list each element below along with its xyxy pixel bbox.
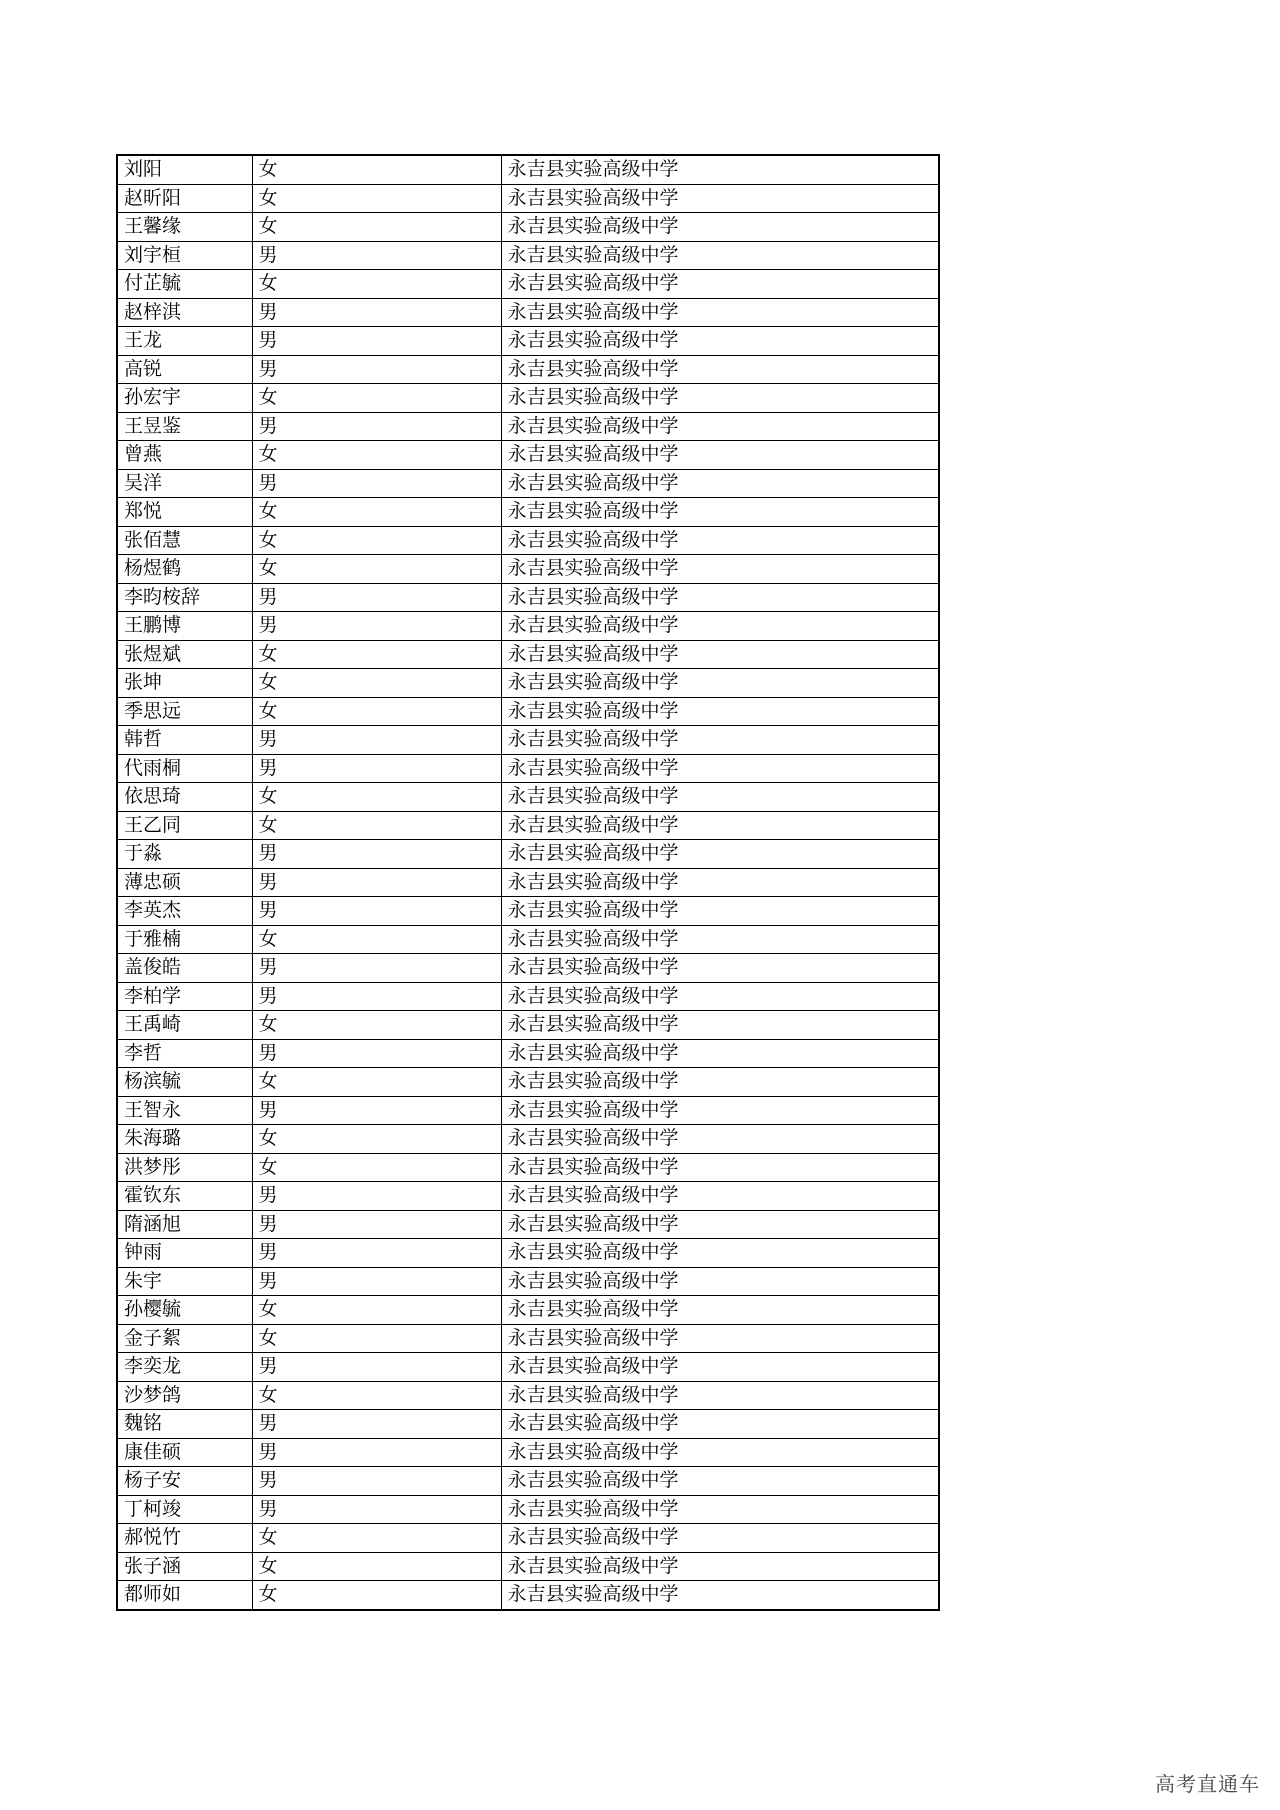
student-name-cell: 薄忠硕 xyxy=(117,868,252,897)
table-row xyxy=(117,498,939,527)
student-name-cell: 杨煜鹤 xyxy=(117,555,252,584)
table-row xyxy=(117,669,939,698)
table-row xyxy=(117,441,939,470)
school-cell: 永吉县实验高级中学 xyxy=(501,1410,939,1439)
gender-cell: 女 xyxy=(252,555,501,584)
table-row xyxy=(117,555,939,584)
student-name-cell: 高锐 xyxy=(117,355,252,384)
student-name-cell: 郑悦 xyxy=(117,498,252,527)
student-roster-table xyxy=(116,154,940,1611)
table-row xyxy=(117,1182,939,1211)
school-cell: 永吉县实验高级中学 xyxy=(501,840,939,869)
school-cell: 永吉县实验高级中学 xyxy=(501,155,939,184)
student-name-cell: 王鹏博 xyxy=(117,612,252,641)
school-cell: 永吉县实验高级中学 xyxy=(501,612,939,641)
gender-cell: 女 xyxy=(252,811,501,840)
gender-cell: 男 xyxy=(252,1353,501,1382)
table-row xyxy=(117,1068,939,1097)
table-row xyxy=(117,583,939,612)
school-cell: 永吉县实验高级中学 xyxy=(501,897,939,926)
school-cell: 永吉县实验高级中学 xyxy=(501,526,939,555)
gender-cell: 女 xyxy=(252,697,501,726)
school-cell: 永吉县实验高级中学 xyxy=(501,1153,939,1182)
gender-cell: 女 xyxy=(252,1296,501,1325)
school-cell: 永吉县实验高级中学 xyxy=(501,640,939,669)
student-name-cell: 钟雨 xyxy=(117,1239,252,1268)
school-cell: 永吉县实验高级中学 xyxy=(501,412,939,441)
school-cell: 永吉县实验高级中学 xyxy=(501,469,939,498)
school-cell: 永吉县实验高级中学 xyxy=(501,783,939,812)
student-name-cell: 于淼 xyxy=(117,840,252,869)
school-cell: 永吉县实验高级中学 xyxy=(501,726,939,755)
table-row xyxy=(117,1125,939,1154)
gender-cell: 男 xyxy=(252,1410,501,1439)
table-row xyxy=(117,1410,939,1439)
student-name-cell: 张佰慧 xyxy=(117,526,252,555)
table-row xyxy=(117,1011,939,1040)
table-row xyxy=(117,384,939,413)
table-row xyxy=(117,155,939,184)
gender-cell: 男 xyxy=(252,583,501,612)
table-row xyxy=(117,640,939,669)
gender-cell: 女 xyxy=(252,1524,501,1553)
student-name-cell: 李昀桉辞 xyxy=(117,583,252,612)
student-name-cell: 王智永 xyxy=(117,1096,252,1125)
school-cell: 永吉县实验高级中学 xyxy=(501,1467,939,1496)
watermark-text: 高考直通车 xyxy=(1155,1772,1260,1796)
student-name-cell: 洪梦彤 xyxy=(117,1153,252,1182)
gender-cell: 男 xyxy=(252,1495,501,1524)
table-row xyxy=(117,412,939,441)
student-name-cell: 王禹崎 xyxy=(117,1011,252,1040)
school-cell: 永吉县实验高级中学 xyxy=(501,355,939,384)
gender-cell: 女 xyxy=(252,498,501,527)
school-cell: 永吉县实验高级中学 xyxy=(501,925,939,954)
gender-cell: 女 xyxy=(252,1581,501,1610)
table-row xyxy=(117,726,939,755)
school-cell: 永吉县实验高级中学 xyxy=(501,1353,939,1382)
table-row xyxy=(117,526,939,555)
student-name-cell: 王乙同 xyxy=(117,811,252,840)
table-row xyxy=(117,469,939,498)
school-cell: 永吉县实验高级中学 xyxy=(501,1039,939,1068)
gender-cell: 男 xyxy=(252,298,501,327)
student-name-cell: 康佳硕 xyxy=(117,1438,252,1467)
table-row xyxy=(117,1296,939,1325)
school-cell: 永吉县实验高级中学 xyxy=(501,669,939,698)
student-name-cell: 赵梓淇 xyxy=(117,298,252,327)
table-row xyxy=(117,1381,939,1410)
table-row xyxy=(117,954,939,983)
table-row xyxy=(117,1153,939,1182)
gender-cell: 男 xyxy=(252,1182,501,1211)
school-cell: 永吉县实验高级中学 xyxy=(501,1182,939,1211)
student-name-cell: 李奕龙 xyxy=(117,1353,252,1382)
student-name-cell: 韩哲 xyxy=(117,726,252,755)
student-name-cell: 王昱鉴 xyxy=(117,412,252,441)
student-name-cell: 都师如 xyxy=(117,1581,252,1610)
student-name-cell: 李英杰 xyxy=(117,897,252,926)
gender-cell: 男 xyxy=(252,1467,501,1496)
table-row xyxy=(117,925,939,954)
student-name-cell: 郝悦竹 xyxy=(117,1524,252,1553)
table-row xyxy=(117,1324,939,1353)
gender-cell: 女 xyxy=(252,925,501,954)
school-cell: 永吉县实验高级中学 xyxy=(501,1210,939,1239)
gender-cell: 女 xyxy=(252,669,501,698)
gender-cell: 女 xyxy=(252,1324,501,1353)
school-cell: 永吉县实验高级中学 xyxy=(501,954,939,983)
table-row xyxy=(117,1581,939,1610)
student-name-cell: 李柏学 xyxy=(117,982,252,1011)
school-cell: 永吉县实验高级中学 xyxy=(501,982,939,1011)
student-name-cell: 杨子安 xyxy=(117,1467,252,1496)
gender-cell: 女 xyxy=(252,526,501,555)
gender-cell: 男 xyxy=(252,1210,501,1239)
gender-cell: 女 xyxy=(252,1381,501,1410)
table-row xyxy=(117,1353,939,1382)
table-row xyxy=(117,184,939,213)
student-name-cell: 李哲 xyxy=(117,1039,252,1068)
student-name-cell: 张煜斌 xyxy=(117,640,252,669)
table-row xyxy=(117,1039,939,1068)
gender-cell: 男 xyxy=(252,982,501,1011)
student-name-cell: 王龙 xyxy=(117,327,252,356)
school-cell: 永吉县实验高级中学 xyxy=(501,1438,939,1467)
gender-cell: 男 xyxy=(252,840,501,869)
table-row xyxy=(117,1524,939,1553)
table-row xyxy=(117,298,939,327)
student-name-cell: 杨滨毓 xyxy=(117,1068,252,1097)
roster-body xyxy=(117,155,939,1610)
school-cell: 永吉县实验高级中学 xyxy=(501,1239,939,1268)
school-cell: 永吉县实验高级中学 xyxy=(501,298,939,327)
student-name-cell: 魏铭 xyxy=(117,1410,252,1439)
student-name-cell: 金子絮 xyxy=(117,1324,252,1353)
gender-cell: 男 xyxy=(252,412,501,441)
student-name-cell: 丁柯竣 xyxy=(117,1495,252,1524)
table-row xyxy=(117,982,939,1011)
school-cell: 永吉县实验高级中学 xyxy=(501,583,939,612)
table-row xyxy=(117,897,939,926)
gender-cell: 女 xyxy=(252,184,501,213)
gender-cell: 男 xyxy=(252,754,501,783)
school-cell: 永吉县实验高级中学 xyxy=(501,1011,939,1040)
table-row xyxy=(117,1552,939,1581)
gender-cell: 男 xyxy=(252,469,501,498)
gender-cell: 男 xyxy=(252,897,501,926)
gender-cell: 男 xyxy=(252,1039,501,1068)
school-cell: 永吉县实验高级中学 xyxy=(501,1125,939,1154)
student-name-cell: 盖俊皓 xyxy=(117,954,252,983)
school-cell: 永吉县实验高级中学 xyxy=(501,184,939,213)
student-name-cell: 张子涵 xyxy=(117,1552,252,1581)
table-row xyxy=(117,697,939,726)
table-row xyxy=(117,213,939,242)
student-name-cell: 朱海璐 xyxy=(117,1125,252,1154)
student-name-cell: 季思远 xyxy=(117,697,252,726)
table-row xyxy=(117,868,939,897)
school-cell: 永吉县实验高级中学 xyxy=(501,1096,939,1125)
table-row xyxy=(117,241,939,270)
school-cell: 永吉县实验高级中学 xyxy=(501,697,939,726)
school-cell: 永吉县实验高级中学 xyxy=(501,1495,939,1524)
gender-cell: 女 xyxy=(252,1011,501,1040)
student-name-cell: 刘宇桓 xyxy=(117,241,252,270)
table-row xyxy=(117,754,939,783)
student-name-cell: 吴洋 xyxy=(117,469,252,498)
table-row xyxy=(117,355,939,384)
student-name-cell: 赵昕阳 xyxy=(117,184,252,213)
school-cell: 永吉县实验高级中学 xyxy=(501,498,939,527)
school-cell: 永吉县实验高级中学 xyxy=(501,1324,939,1353)
school-cell: 永吉县实验高级中学 xyxy=(501,241,939,270)
student-name-cell: 张坤 xyxy=(117,669,252,698)
student-name-cell: 于雅楠 xyxy=(117,925,252,954)
student-name-cell: 代雨桐 xyxy=(117,754,252,783)
gender-cell: 女 xyxy=(252,270,501,299)
student-name-cell: 孙宏宇 xyxy=(117,384,252,413)
table-row xyxy=(117,811,939,840)
gender-cell: 男 xyxy=(252,1438,501,1467)
student-name-cell: 刘阳 xyxy=(117,155,252,184)
student-name-cell: 孙樱毓 xyxy=(117,1296,252,1325)
table-row xyxy=(117,1096,939,1125)
gender-cell: 女 xyxy=(252,1552,501,1581)
school-cell: 永吉县实验高级中学 xyxy=(501,270,939,299)
gender-cell: 女 xyxy=(252,213,501,242)
school-cell: 永吉县实验高级中学 xyxy=(501,1581,939,1610)
gender-cell: 男 xyxy=(252,726,501,755)
gender-cell: 男 xyxy=(252,612,501,641)
school-cell: 永吉县实验高级中学 xyxy=(501,1524,939,1553)
table-row xyxy=(117,1210,939,1239)
student-name-cell: 沙梦鸽 xyxy=(117,1381,252,1410)
school-cell: 永吉县实验高级中学 xyxy=(501,1068,939,1097)
table-row xyxy=(117,1438,939,1467)
gender-cell: 女 xyxy=(252,384,501,413)
gender-cell: 女 xyxy=(252,1125,501,1154)
school-cell: 永吉县实验高级中学 xyxy=(501,868,939,897)
gender-cell: 女 xyxy=(252,1068,501,1097)
school-cell: 永吉县实验高级中学 xyxy=(501,441,939,470)
school-cell: 永吉县实验高级中学 xyxy=(501,1552,939,1581)
table-row xyxy=(117,270,939,299)
gender-cell: 女 xyxy=(252,1153,501,1182)
gender-cell: 女 xyxy=(252,783,501,812)
student-name-cell: 曾燕 xyxy=(117,441,252,470)
student-name-cell: 王馨缘 xyxy=(117,213,252,242)
table-row xyxy=(117,1495,939,1524)
student-name-cell: 隋涵旭 xyxy=(117,1210,252,1239)
table-row xyxy=(117,612,939,641)
school-cell: 永吉县实验高级中学 xyxy=(501,1381,939,1410)
student-name-cell: 依思琦 xyxy=(117,783,252,812)
gender-cell: 男 xyxy=(252,868,501,897)
table-row xyxy=(117,327,939,356)
gender-cell: 女 xyxy=(252,640,501,669)
gender-cell: 男 xyxy=(252,1239,501,1268)
school-cell: 永吉县实验高级中学 xyxy=(501,811,939,840)
student-name-cell: 霍钦东 xyxy=(117,1182,252,1211)
table-row xyxy=(117,1267,939,1296)
school-cell: 永吉县实验高级中学 xyxy=(501,327,939,356)
school-cell: 永吉县实验高级中学 xyxy=(501,213,939,242)
school-cell: 永吉县实验高级中学 xyxy=(501,555,939,584)
student-name-cell: 朱宇 xyxy=(117,1267,252,1296)
student-name-cell: 付芷毓 xyxy=(117,270,252,299)
gender-cell: 女 xyxy=(252,155,501,184)
school-cell: 永吉县实验高级中学 xyxy=(501,1296,939,1325)
table-row xyxy=(117,840,939,869)
gender-cell: 男 xyxy=(252,1267,501,1296)
school-cell: 永吉县实验高级中学 xyxy=(501,384,939,413)
gender-cell: 男 xyxy=(252,954,501,983)
gender-cell: 男 xyxy=(252,355,501,384)
school-cell: 永吉县实验高级中学 xyxy=(501,1267,939,1296)
table-row xyxy=(117,1467,939,1496)
gender-cell: 男 xyxy=(252,1096,501,1125)
school-cell: 永吉县实验高级中学 xyxy=(501,754,939,783)
table-row xyxy=(117,1239,939,1268)
gender-cell: 女 xyxy=(252,441,501,470)
gender-cell: 男 xyxy=(252,327,501,356)
table-row xyxy=(117,783,939,812)
gender-cell: 男 xyxy=(252,241,501,270)
